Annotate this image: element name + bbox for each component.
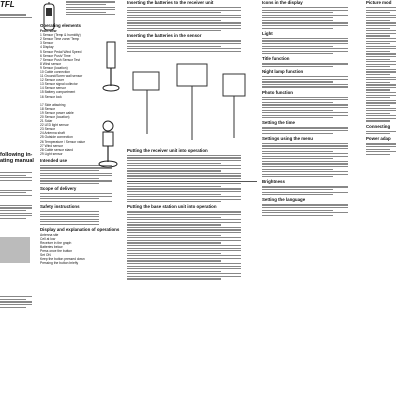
list-item: 7 Sensor Push Sensor Test [40,57,80,62]
list-item: 25 Outside connection [40,135,73,140]
heading-insert-batteries-receiver: Inserting the batteries to the receiver unit [127,0,214,5]
heading-setting-time: Setting the time [262,120,295,126]
list-item: 29 Light sensor [40,151,63,156]
column-right [366,0,400,156]
list-item: 4 Display [40,45,54,50]
heading-photo-function: Photo function [262,89,293,95]
heading-connecting: Connecting [366,123,391,129]
heading-power-adapter: Power adap [366,136,391,142]
list-item: 24 Antenna shaft [40,131,65,136]
list-item: 18 Sensor [40,106,56,111]
back-items-list [40,103,96,156]
list-item: 14 Sensor sensor [40,86,66,91]
list-item: 17 Side attaching [40,102,66,107]
column-left [0,0,36,309]
list-item: Keep the button pressed down [40,257,85,262]
front-items-list [40,33,96,99]
device-illustration-front [40,2,62,32]
list-item: 21 Solar [40,119,53,124]
list-item: 28 Cable sensor stand [40,147,73,152]
heading-insert-batteries-sensor: Inserting the batteries in the sensor [127,33,202,39]
list-item: 16 Sensor lock [40,94,62,99]
list-item: Press once the button [40,249,73,254]
list-item: 8 Wind sensor [40,61,62,66]
list-item: Set ON [40,253,51,258]
list-item: 22 LED light sensor [40,123,69,128]
heading-following: following in- [0,151,33,158]
list-item: 9 Sensor (location) [40,65,68,70]
heading-operating-elements: Operating elements [40,23,81,29]
list-item: 3 Sensor [40,41,54,46]
column-display-functions [262,0,360,217]
heading-safety-instructions: Safety instructions [40,204,80,209]
list-item: Batteries below [40,244,63,249]
heading-language: Setting the language [262,197,306,203]
list-item: 27 Wind sensor [40,143,63,148]
setup-illustration [127,54,257,146]
device-illustration-back [95,118,121,170]
list-item: 26 Temperature / Sensor value [40,139,86,144]
heading-receiver-operation: Putting the receiver unit into operation [127,147,208,153]
list-item: 12 Sensor cover [40,78,65,83]
list-item: 19 Sensor power cable [40,110,74,115]
heading-icons-display: Icons in the display [262,0,303,5]
list-item: 20 Sensor (location) [40,114,70,119]
heading-display-explanation: Display and explanation of operations [40,227,120,233]
heading-operating-manual: ating manual [0,158,34,165]
heading-front-view: Front view [40,29,57,34]
list-item: 15 Battery compartment [40,90,76,95]
list-item: 23 Sensor [40,127,56,132]
heading-settings-menu: Settings using the menu [262,135,313,141]
heading-light: Light [262,30,273,36]
heading-night-lamp: Night lamp function [262,69,304,75]
list-item: Pressing the button briefly [40,261,79,266]
list-item: 2 Sensor Time zone/ Temp [40,37,80,42]
heading-brightness: Brightness [262,179,285,185]
list-item: 10 Cable connection [40,70,71,74]
list-item: 1 Sensor (Temp & humidity) [40,33,81,38]
column-operating-elements [40,0,122,265]
list-item: 13 Sensor signal collector [40,82,78,87]
device-illustration-sensor [100,40,122,96]
list-item: Receiver in the graph [40,240,72,245]
brand-logo: TFL [0,0,15,9]
column-setup [127,0,257,281]
list-item: 5 Sensor Pedal Wind Speed [40,49,82,54]
list-item: Antenna site [40,232,59,237]
heading-title-function: Title function [262,56,290,62]
list-item: 6 Sensor Push/ Time [40,53,71,58]
list-item: Cell at low [40,236,56,241]
display-items-list [40,233,122,266]
heading-scope-of-delivery: Scope of delivery [40,186,77,192]
heading-base-station-operation: Putting the base station unit into operation [127,204,217,210]
list-item: 11 Ground/Scren wall sensor [40,74,83,79]
heading-intended-use: Intended use [40,157,68,163]
warning-box [0,237,30,263]
heading-picture-mode: Picture mod [366,0,392,5]
